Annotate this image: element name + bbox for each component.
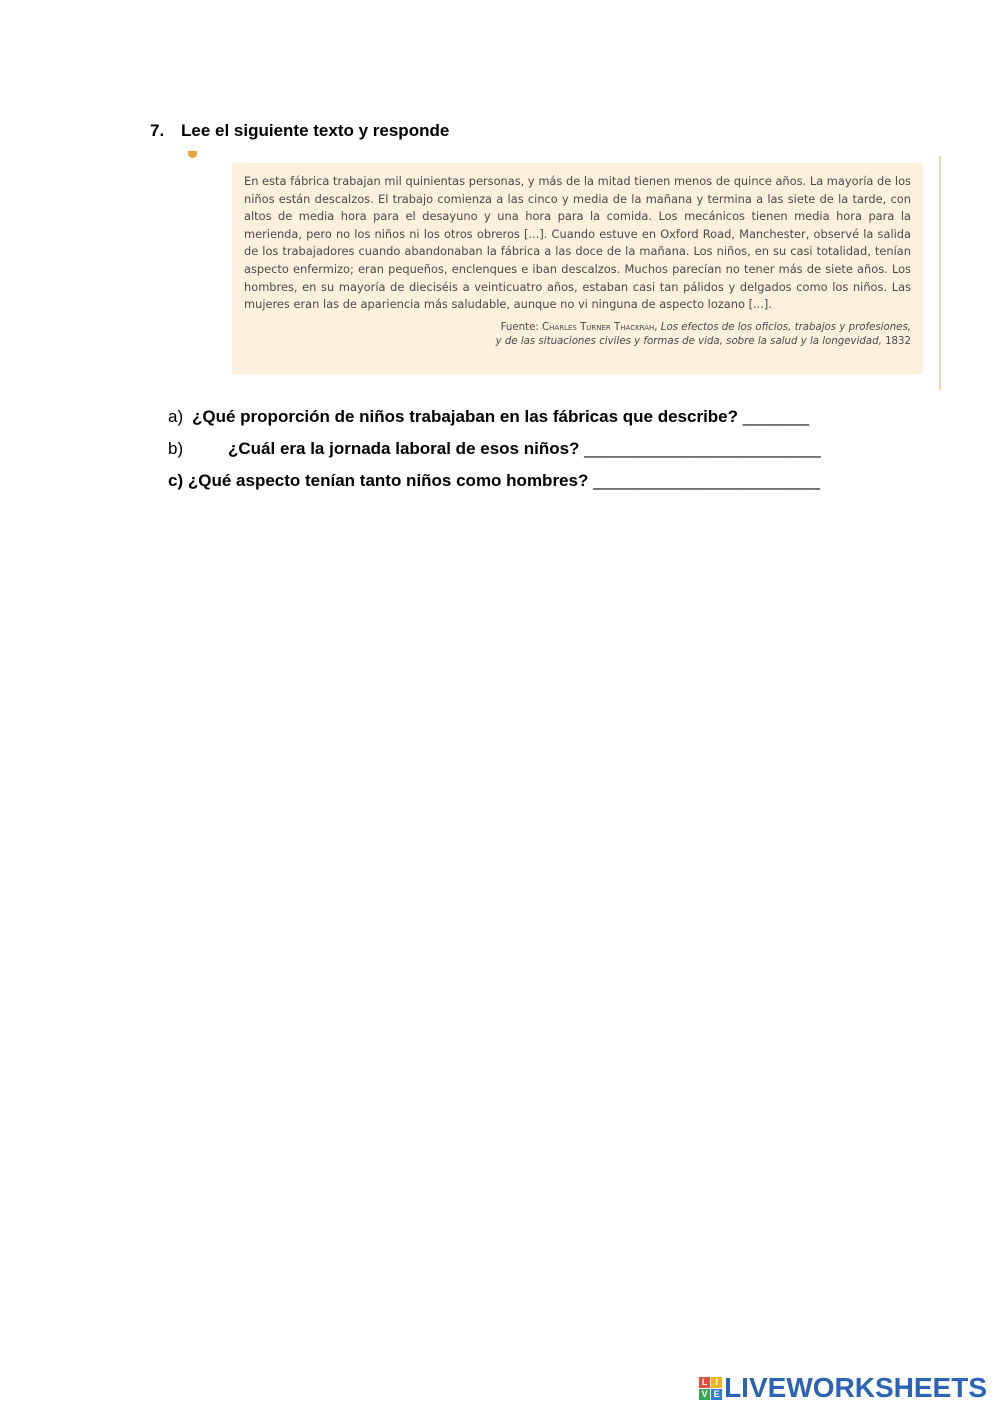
- question-number: 7.: [150, 121, 165, 140]
- source-year: 1832: [885, 336, 911, 348]
- subquestion-letter: a): [168, 407, 184, 426]
- answer-blank[interactable]: _______: [742, 407, 809, 426]
- subquestion-a: [168, 407, 809, 427]
- quote-source-line-2: [244, 335, 911, 350]
- margin-rule: [939, 156, 941, 390]
- logo-grid-cell: L: [699, 1377, 710, 1388]
- quote-source: [244, 321, 911, 350]
- question-title: [150, 121, 449, 141]
- quote-text: En esta fábrica trabajan mil quinientas personas, y más de la mitad tienen menos de quince años. La mayoría de los niños están descalzos. El trabajo comienza a las cinco y media de la mañana y termina a las siete de la tarde, con altos de media hora para el desayuno y una hora para la comida. Los mecánicos tienen media hora para la merienda, pero no los niños ni los otros obreros [...]. Cuando estuve en Oxford Road, Manchester, observé la salida de los trabajadores cuando abandonaban la fábrica a las doce de la mañana. Los niños, en su casi totalidad, tenían aspecto enfermizo; eran pequeños, enclenques e iban descalzos. Muchos parecían no tener más de siete años. Los hombres, en su mayoría de dieciséis a veinticuatro años, estaban casi tan pálidos y delgados como los niños. Las mujeres eran las de apariencia más saludable, aunque no vi ninguna de aspecto lozano [...].: [244, 174, 911, 312]
- logo-text: LIVEWORKSHEETS: [724, 1372, 987, 1403]
- quote-box: [232, 163, 923, 374]
- orange-marker-icon: [188, 151, 197, 158]
- logo-grid-icon: [699, 1377, 722, 1400]
- subquestion-text: ¿Qué aspecto tenían tanto niños como hombres?: [187, 471, 589, 490]
- logo-grid-cell: V: [699, 1389, 710, 1400]
- question-title-text: Lee el siguiente texto y responde: [181, 121, 450, 140]
- logo-grid-cell: E: [711, 1389, 722, 1400]
- subquestion-letter: b): [168, 439, 184, 458]
- subquestion-b: [168, 439, 821, 459]
- answer-blank[interactable]: _________________________: [584, 439, 821, 458]
- liveworksheets-logo: [699, 1373, 987, 1403]
- logo-grid-cell: I: [711, 1377, 722, 1388]
- source-author: Charles Turner Thackrah,: [542, 321, 658, 333]
- answer-blank[interactable]: ________________________: [593, 471, 821, 490]
- subquestion-c: [168, 471, 820, 491]
- subquestion-letter: c): [168, 471, 184, 490]
- source-prefix: Fuente:: [500, 321, 539, 333]
- source-work-line-1: Los efectos de los oficios, trabajos y profesiones,: [660, 321, 911, 333]
- subquestion-text: ¿Qué proporción de niños trabajaban en las fábricas que describe?: [192, 407, 739, 426]
- subquestion-text: ¿Cuál era la jornada laboral de esos niños?: [228, 439, 580, 458]
- quote-source-line-1: [244, 321, 911, 336]
- source-work-line-2: y de las situaciones civiles y formas de vida, sobre la salud y la longevidad,: [495, 336, 882, 348]
